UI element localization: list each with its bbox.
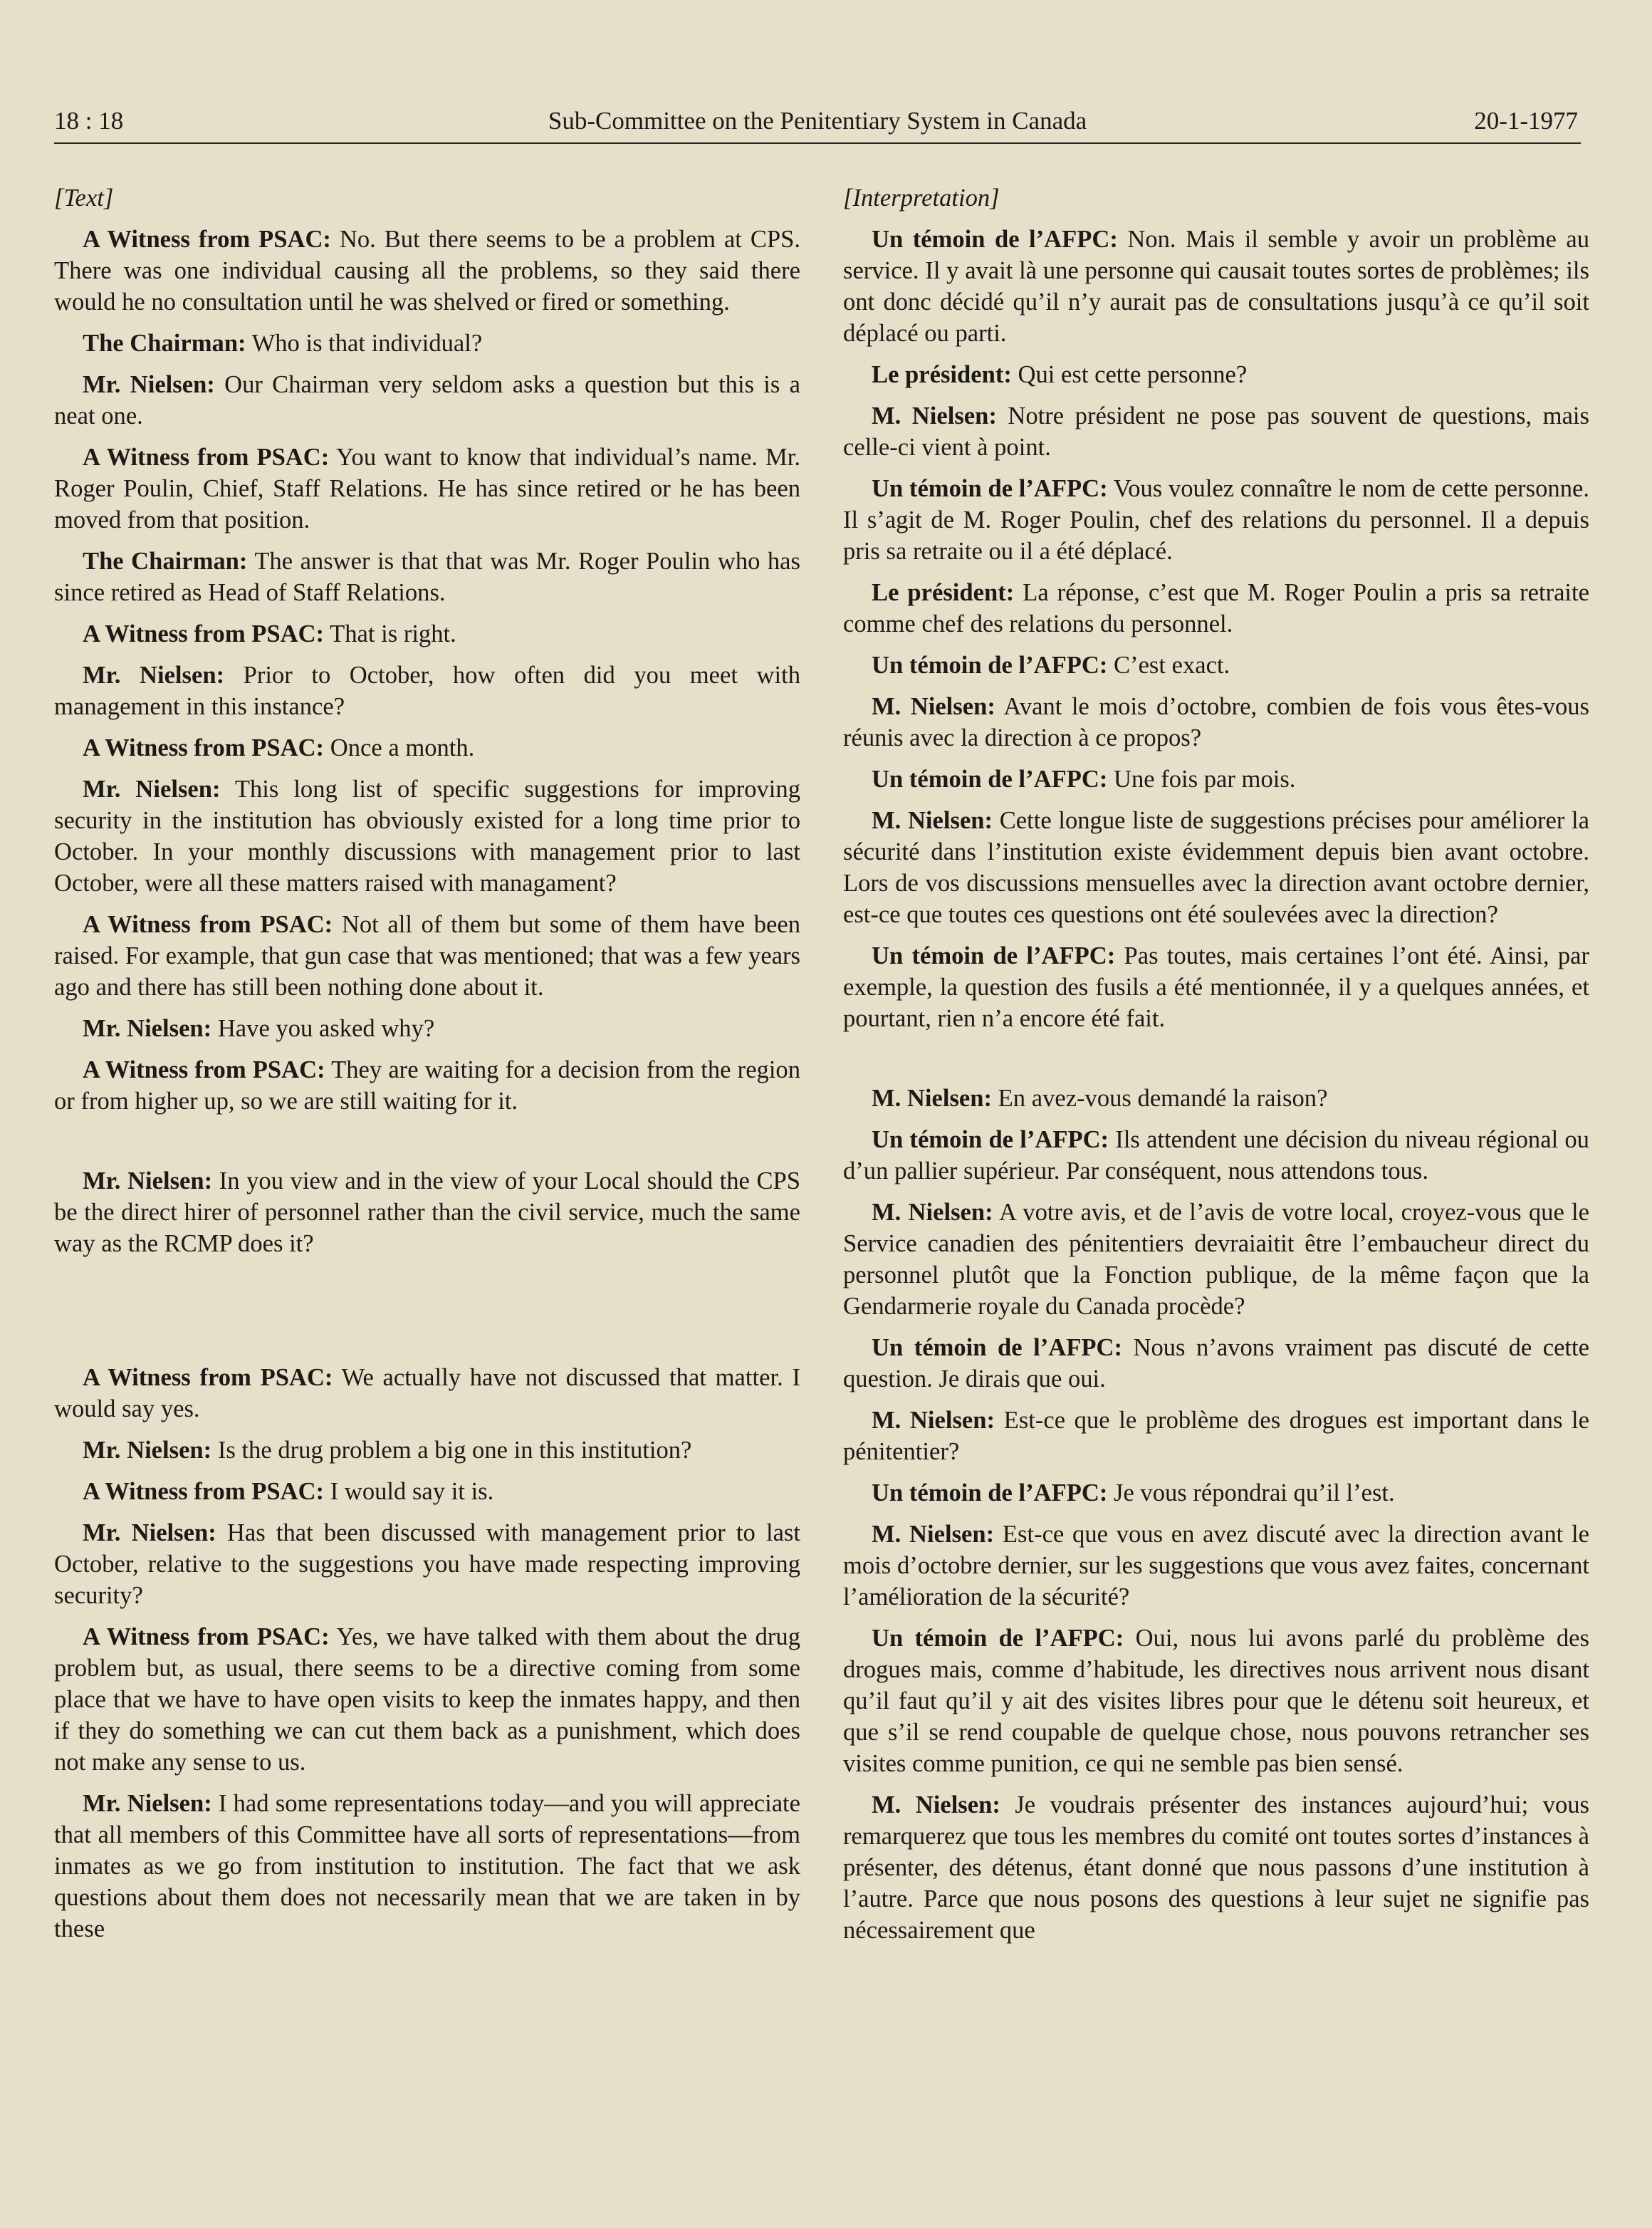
speech: We actually have not discussed that matter. I would say yes. bbox=[54, 1364, 800, 1422]
transcript-paragraph bbox=[843, 940, 1589, 1034]
speaker: The Chairman: bbox=[83, 548, 248, 575]
speaker: The Chairman: bbox=[83, 330, 246, 357]
transcript-paragraph bbox=[843, 224, 1589, 349]
speaker: Un témoin de l’AFPC: bbox=[872, 475, 1108, 502]
transcript-paragraph bbox=[54, 546, 800, 608]
column-label: [Text] bbox=[54, 184, 114, 212]
column-label: [Interpretation] bbox=[843, 184, 1000, 212]
speech: Is the drug problem a big one in this institution? bbox=[211, 1437, 692, 1464]
speech: Avant le mois d’octobre, combien de fois vous êtes-vous réunis avec la direction à ce propos? bbox=[843, 693, 1589, 751]
spacer bbox=[54, 1269, 800, 1362]
speaker: Mr. Nielsen: bbox=[83, 1790, 212, 1817]
transcript-paragraph bbox=[843, 805, 1589, 930]
speaker: Un témoin de l’AFPC: bbox=[872, 226, 1118, 253]
speaker: Le président: bbox=[872, 361, 1012, 388]
speech: Vous voulez connaître le nom de cette personne. Il s’agit de M. Roger Poulin, chef des relations du personnel. Il a depuis pris sa retraite ou il a été déplacé. bbox=[843, 475, 1589, 565]
speaker: Mr. Nielsen: bbox=[83, 1437, 212, 1464]
speech: Oui, nous lui avons parlé du problème des drogues mais, comme d’habitude, les directives nous arrivent nous disant qu’il faut qu’il y ait des visites libres pour que le détenu soit heureux, et que s’il se rend coupable de quelque chose, nous pouvons retrancher ses visites comme punition, ce qui ne semble pas bien sensé. bbox=[843, 1625, 1589, 1777]
speaker: Mr. Nielsen: bbox=[83, 776, 221, 803]
speech: Who is that individual? bbox=[246, 330, 483, 357]
speech: Have you asked why? bbox=[211, 1015, 435, 1042]
transcript-paragraph bbox=[843, 691, 1589, 754]
running-title: Sub-Committee on the Penitentiary System in Canada bbox=[548, 107, 1087, 135]
speaker: Mr. Nielsen: bbox=[83, 371, 215, 398]
speech: Notre président ne pose pas souvent de questions, mais celle-ci vient à point. bbox=[843, 402, 1589, 461]
speaker: M. Nielsen: bbox=[872, 1199, 993, 1226]
speech: Une fois par mois. bbox=[1107, 766, 1296, 793]
page-number: 18 : 18 bbox=[54, 107, 124, 135]
transcript-paragraph bbox=[54, 1165, 800, 1259]
speech: You want to know that individual’s name. Mr. Roger Poulin, Chief, Staff Relations. He has since retired or he has been moved from that position. bbox=[54, 444, 800, 533]
transcript-paragraph bbox=[54, 442, 800, 536]
speaker: A Witness from PSAC: bbox=[83, 1056, 325, 1083]
speech: Pas toutes, mais certaines l’ont été. Ainsi, par exemple, la question des fusils a été mentionnée, il y a quelques années, et pourtant, rien n’a encore été fait. bbox=[843, 942, 1589, 1032]
speech: A votre avis, et de l’avis de votre local, croyez-vous que le Service canadien des pénitentiers devraiaitit être l’embaucheur direct du personnel plutôt que la Fonction publique, de la même façon que la Gendarmerie royale du Canada procède? bbox=[843, 1199, 1589, 1320]
speech: They are waiting for a decision from the region or from higher up, so we are still waiting for it. bbox=[54, 1056, 801, 1115]
speech: Yes, we have talked with them about the drug problem but, as usual, there seems to be a directive coming from some place that we have to have open visits to keep the inmates happy, and then if they do something we can cut them back as a punishment, which does not make any sense to us. bbox=[54, 1623, 800, 1776]
transcript-paragraph bbox=[54, 369, 800, 432]
speaker: Un témoin de l’AFPC: bbox=[872, 766, 1108, 793]
transcript-paragraph bbox=[843, 1477, 1589, 1509]
speaker: A Witness from PSAC: bbox=[83, 226, 331, 253]
speech: Je vous répondrai qu’il l’est. bbox=[1107, 1479, 1395, 1506]
transcript-paragraph bbox=[843, 764, 1589, 795]
transcript-paragraph bbox=[54, 618, 800, 650]
english-column bbox=[54, 182, 800, 1954]
speaker: M. Nielsen: bbox=[872, 807, 993, 834]
speaker: Un témoin de l’AFPC: bbox=[872, 652, 1108, 679]
speech: C’est exact. bbox=[1107, 652, 1230, 679]
speaker: Mr. Nielsen: bbox=[83, 1015, 212, 1042]
transcript-paragraph bbox=[54, 1054, 800, 1117]
transcript-paragraph bbox=[54, 1621, 800, 1778]
spacer bbox=[843, 1044, 1589, 1083]
spacer bbox=[54, 1127, 800, 1165]
speaker: Un témoin de l’AFPC: bbox=[872, 1479, 1108, 1506]
transcript-paragraph bbox=[843, 650, 1589, 681]
transcript-paragraph bbox=[843, 1519, 1589, 1613]
transcript-paragraph bbox=[54, 1435, 800, 1466]
speech: Our Chairman very seldom asks a question but this is a neat one. bbox=[54, 371, 801, 430]
transcript-paragraph bbox=[54, 224, 800, 318]
transcript-paragraph bbox=[843, 1623, 1589, 1779]
speaker: A Witness from PSAC: bbox=[83, 620, 325, 647]
speaker: Mr. Nielsen: bbox=[83, 1167, 213, 1194]
speaker: M. Nielsen: bbox=[872, 402, 997, 430]
speaker: Le président: bbox=[872, 579, 1015, 606]
speech: Prior to October, how often did you meet with management in this instance? bbox=[54, 662, 800, 720]
speaker: M. Nielsen: bbox=[872, 693, 995, 720]
transcript-paragraph bbox=[54, 732, 800, 764]
transcript-paragraph bbox=[54, 1013, 800, 1044]
speech: Est-ce que vous en avez discuté avec la direction avant le mois d’octobre dernier, sur les suggestions que vous avez faites, concernant l’amélioration de la sécurité? bbox=[843, 1521, 1589, 1610]
speech: La réponse, c’est que M. Roger Poulin a pris sa retraite comme chef des relations du personnel. bbox=[843, 579, 1589, 637]
speaker: Un témoin de l’AFPC: bbox=[872, 1334, 1122, 1361]
speaker: M. Nielsen: bbox=[872, 1085, 993, 1112]
speaker: A Witness from PSAC: bbox=[83, 911, 333, 938]
transcript-paragraph bbox=[54, 1517, 800, 1611]
speech: Je voudrais présenter des instances aujourd’hui; vous remarquerez que tous les membres du comité ont toutes sortes d’instances à présenter, des détenus, étant donné que nous passons d’une institution à l’autre. Parce que nous posons des questions à leur sujet ne signifie pas nécessairement que bbox=[843, 1791, 1589, 1944]
transcript-paragraph bbox=[843, 1124, 1589, 1187]
speaker: Un témoin de l’AFPC: bbox=[872, 1625, 1124, 1652]
transcript-paragraph bbox=[54, 774, 800, 899]
transcript-paragraph bbox=[843, 1789, 1589, 1946]
speaker: M. Nielsen: bbox=[872, 1407, 995, 1434]
speaker: Mr. Nielsen: bbox=[83, 1519, 216, 1546]
speech: I would say it is. bbox=[324, 1478, 494, 1505]
transcript-paragraph bbox=[54, 660, 800, 722]
speaker: Mr. Nielsen: bbox=[83, 662, 225, 689]
speaker: M. Nielsen: bbox=[872, 1791, 1000, 1818]
transcript-paragraph bbox=[54, 909, 800, 1003]
transcript-paragraph bbox=[843, 473, 1589, 567]
transcript-paragraph bbox=[54, 1476, 800, 1507]
speech: Non. Mais il semble y avoir un problème au service. Il y avait là une personne qui causait toutes sortes de problèmes; ils ont donc décidé qu’il n’y aurait pas de consultations jusqu’à ce qu’il soit déplacé ou parti. bbox=[843, 226, 1589, 347]
speech: In you view and in the view of your Local should the CPS be the direct hirer of personnel rather than the civil service, much the same way as the RCMP does it? bbox=[54, 1167, 800, 1257]
speech: Nous n’avons vraiment pas discuté de cette question. Je dirais que oui. bbox=[843, 1334, 1589, 1392]
speaker: A Witness from PSAC: bbox=[83, 1623, 330, 1650]
speaker: Un témoin de l’AFPC: bbox=[872, 942, 1116, 969]
page-date: 20-1-1977 bbox=[1474, 107, 1578, 135]
transcript-paragraph bbox=[54, 1362, 800, 1425]
speaker: M. Nielsen: bbox=[872, 1521, 995, 1548]
speech: This long list of specific suggestions for improving security in the institution has obviously existed for a long time prior to October. In your monthly discussions with management prior to last October, were all these matters raised with managament? bbox=[54, 776, 800, 897]
page-header bbox=[54, 105, 1581, 144]
transcript-paragraph bbox=[843, 577, 1589, 640]
speech: Once a month. bbox=[324, 734, 475, 761]
speaker: Un témoin de l’AFPC: bbox=[872, 1126, 1109, 1153]
french-column bbox=[843, 182, 1589, 1956]
transcript-paragraph bbox=[54, 328, 800, 359]
speech: Qui est cette personne? bbox=[1011, 361, 1248, 388]
speech: Cette longue liste de suggestions précises pour améliorer la sécurité dans l’institution existe évidemment depuis bien avant octobre. Lors de vos discussions mensuelles avec la direction avant octobre dernier, est-ce que toutes ces questions ont été soulevées avec la direction? bbox=[843, 807, 1589, 928]
transcript-paragraph bbox=[843, 1332, 1589, 1395]
transcript-paragraph bbox=[843, 400, 1589, 463]
speech: Ils attendent une décision du niveau régional ou d’un pallier supérieur. Par conséquent, nous attendons tous. bbox=[843, 1126, 1589, 1185]
speaker: A Witness from PSAC: bbox=[83, 444, 330, 471]
transcript-paragraph bbox=[843, 1197, 1589, 1322]
transcript-paragraph bbox=[843, 1083, 1589, 1114]
speech: That is right. bbox=[324, 620, 456, 647]
speech: En avez-vous demandé la raison? bbox=[992, 1085, 1328, 1112]
speaker: A Witness from PSAC: bbox=[83, 1478, 325, 1505]
speaker: A Witness from PSAC: bbox=[83, 734, 325, 761]
transcript-paragraph bbox=[54, 1788, 800, 1945]
speaker: A Witness from PSAC: bbox=[83, 1364, 333, 1391]
transcript-paragraph bbox=[843, 359, 1589, 390]
speech: The answer is that that was Mr. Roger Poulin who has since retired as Head of Staff Relations. bbox=[54, 548, 800, 606]
speech: I had some representations today—and you will appreciate that all members of this Committee have all sorts of representations—from inmates as we go from institution to institution. The fact that we ask questions about them does not necessarily mean that we are taken in by these bbox=[54, 1790, 800, 1942]
speech: Has that been discussed with management prior to last October, relative to the suggestions you have made respecting improving security? bbox=[54, 1519, 800, 1609]
speech: Est-ce que le problème des drogues est important dans le pénitentier? bbox=[843, 1407, 1590, 1465]
speech: No. But there seems to be a problem at CPS. There was one individual causing all the problems, so they said there would he no consultation until he was shelved or fired or something. bbox=[54, 226, 801, 316]
transcript-paragraph bbox=[843, 1405, 1589, 1467]
speech: Not all of them but some of them have been raised. For example, that gun case that was mentioned; that was a few years ago and there has still been nothing done about it. bbox=[54, 911, 801, 1001]
